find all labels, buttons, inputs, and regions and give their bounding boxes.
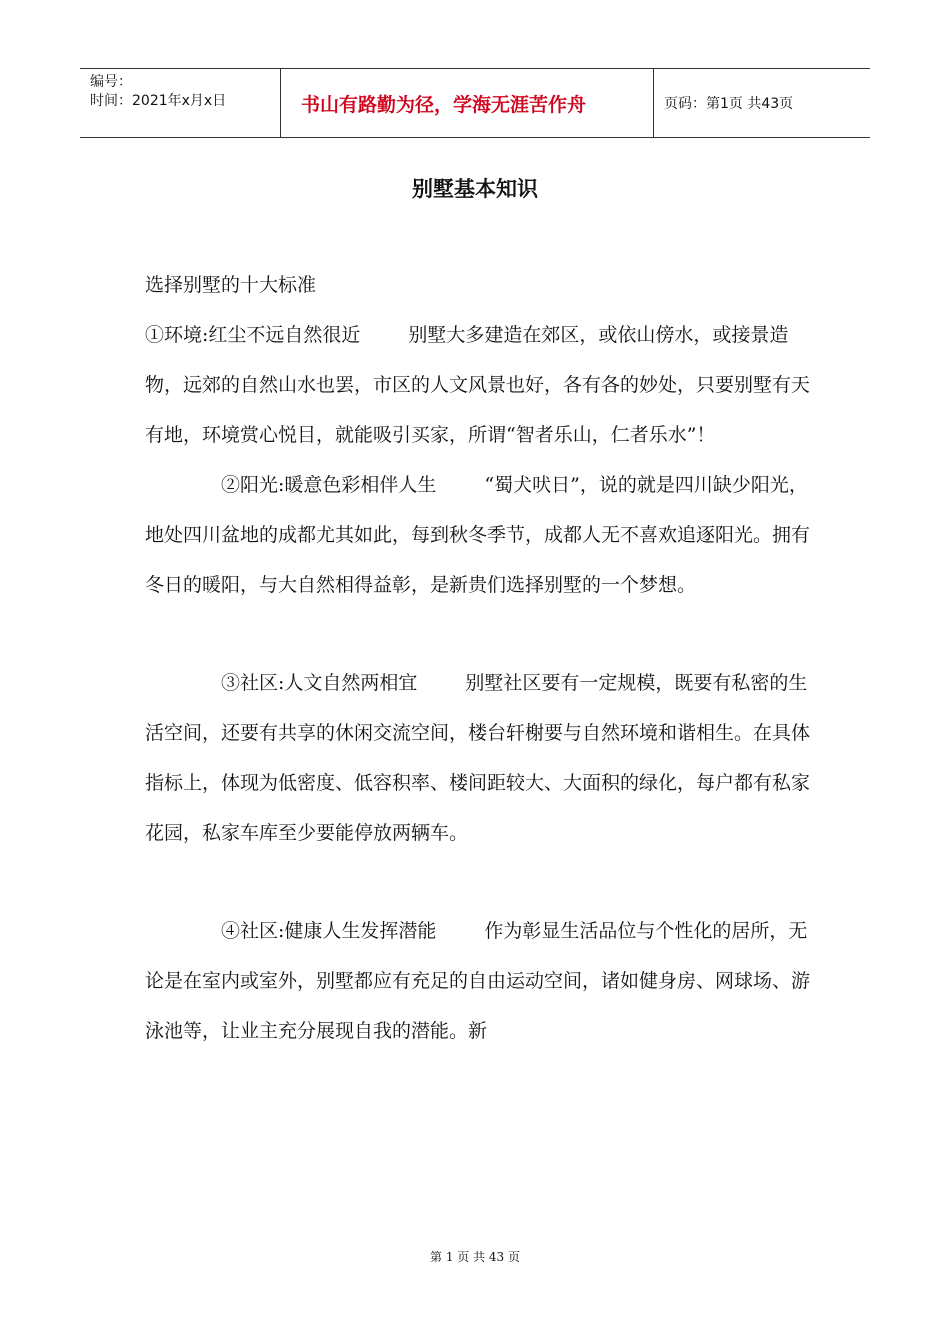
paragraph-sunlight <box>145 460 815 610</box>
paragraph-text: “蜀犬吠日”，说的就是四川缺少阳光，地处四川盆地的成都尤其如此，每到秋冬季节，成都人无不喜欢追逐阳光。拥有冬日的暖阳，与大自然相得益彰，是新贵们选择别墅的一个梦想。 <box>145 474 811 596</box>
paragraph-text: 别墅大多建造在郊区，或依山傍水，或接景造物，远郊的自然山水也罢，市区的人文风景也好，各有各的妙处，只要别墅有天有地，环境赏心悦目，就能吸引买家，所谓“智者乐山，仁者乐水”！ <box>145 324 811 446</box>
paragraph-environment <box>145 310 815 460</box>
paragraph-text: 作为彰显生活品位与个性化的居所，无论是在室内或室外，别墅都应有充足的自由运动空间，诸如健身房、网球场、游泳池等，让业主充分展现自我的潜能。新 <box>145 920 811 1042</box>
document-body <box>145 260 815 1056</box>
paragraph-community <box>145 658 815 858</box>
header-motto: 书山有路勤为径，学海无涯苦作舟 <box>281 69 654 137</box>
paragraph-heading: ④社区:健康人生发挥潜能 <box>221 920 437 942</box>
number-label: 编号： <box>90 74 132 90</box>
page-footer: 第 1 页 共 43 页 <box>430 1250 520 1264</box>
time-label: 时间：2021年x月x日 <box>90 93 227 109</box>
intro-line: 选择别墅的十大标准 <box>145 274 317 296</box>
document-header <box>80 68 870 138</box>
header-page-info: 页码：第1页 共43页 <box>664 96 794 112</box>
header-meta <box>80 69 281 137</box>
paragraph-text: 别墅社区要有一定规模，既要有私密的生活空间，还要有共享的休闲交流空间，楼台轩榭要与自然环境和谐相生。在具体指标上，体现为低密度、低容积率、楼间距较大、大面积的绿化，每户都有私家花园，私家车库至少要能停放两辆车。 <box>145 672 811 844</box>
paragraph-heading: ①环境:红尘不远自然很近 <box>145 324 361 346</box>
paragraph-heading: ③社区:人文自然两相宜 <box>221 672 418 694</box>
paragraph-heading: ②阳光:暖意色彩相伴人生 <box>221 474 437 496</box>
paragraph-health <box>145 906 815 1056</box>
document-title: 别墅基本知识 <box>412 177 538 201</box>
